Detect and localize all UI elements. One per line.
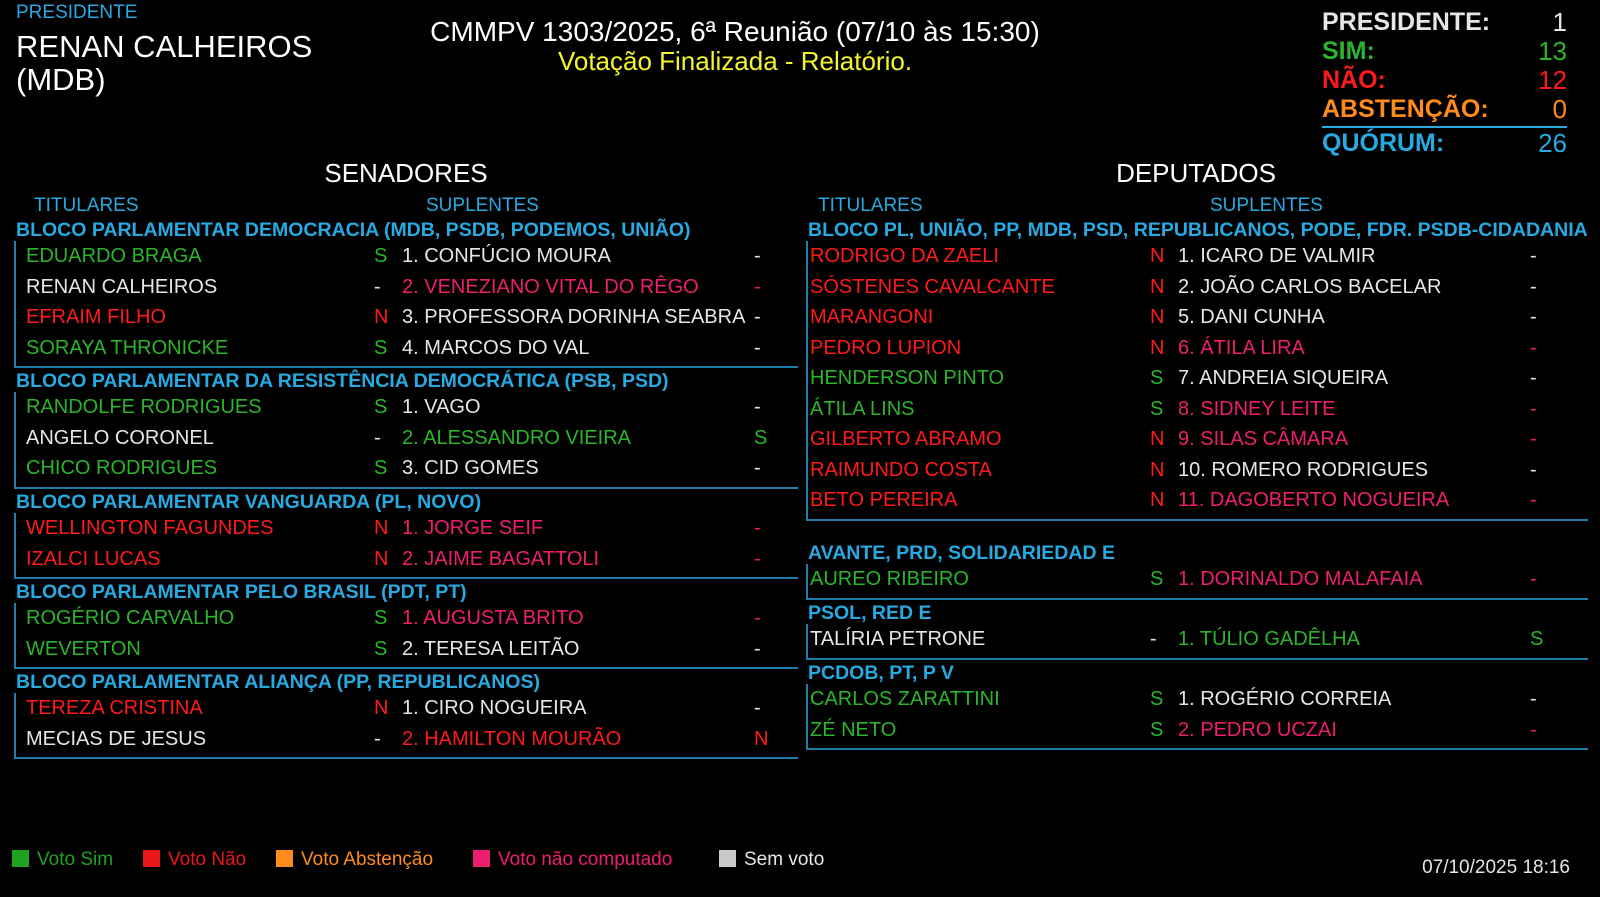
vote-row [16, 272, 798, 303]
titular-vote: S [374, 396, 388, 418]
vote-row [808, 684, 1588, 715]
suplente-name: 8. SIDNEY LEITE [1178, 397, 1336, 420]
bloc-title: BLOCO PL, UNIÃO, PP, MDB, PSD, REPUBLICANOS, PODE, FDR. PSDB-CIDADANIA [808, 219, 1588, 241]
titular-vote: S [1150, 367, 1164, 389]
suplente-name: 2. HAMILTON MOURÃO [402, 727, 622, 750]
vote-row [808, 302, 1588, 333]
titular-vote: - [374, 426, 381, 449]
titular-vote: N [1150, 245, 1165, 267]
titular-name: MARANGONI [810, 306, 934, 328]
vote-row [808, 241, 1588, 272]
suplente-name: 1. CIRO NOGUEIRA [402, 697, 587, 719]
legend-label: Voto não computado [498, 849, 673, 870]
tally-row [1322, 129, 1567, 158]
titular-name: RANDOLFE RODRIGUES [26, 396, 262, 418]
tally-label: ABSTENÇÃO: [1322, 95, 1489, 123]
titular-vote: N [1150, 428, 1165, 450]
titular-name: SORAYA THRONICKE [26, 336, 229, 359]
titular-name: ZÉ NETO [810, 718, 897, 741]
bloc-title: BLOCO PARLAMENTAR DA RESISTÊNCIA DEMOCRÁTICA (PSB, PSD) [16, 370, 669, 392]
tally-label: SIM: [1322, 37, 1375, 65]
titular-vote: S [374, 245, 388, 267]
bloc-members [14, 603, 798, 669]
titular-name: TALÍRIA PETRONE [810, 628, 986, 650]
vote-row [808, 394, 1588, 425]
bloc-title: PCDOB, PT, P V [808, 662, 954, 684]
tally-value: 12 [1538, 65, 1567, 95]
suplente-vote: - [754, 517, 761, 539]
senators-bloc [14, 492, 798, 579]
titular-vote: S [1150, 568, 1164, 590]
titular-name: ÁTILA LINS [810, 397, 915, 420]
suplente-vote: - [754, 607, 761, 629]
senators-titulares-header: TITULARES [34, 195, 139, 216]
suplente-vote: - [1530, 568, 1537, 590]
suplente-name: 1. ICARO DE VALMIR [1178, 245, 1376, 267]
titular-vote: N [1150, 306, 1165, 328]
titular-name: CHICO RODRIGUES [26, 457, 218, 479]
tally-value: 0 [1552, 94, 1567, 124]
bloc-members [14, 513, 798, 579]
title-block [370, 16, 1100, 75]
bloc-title: PSOL, RED E [808, 602, 932, 624]
bloc-members [14, 693, 798, 759]
vote-row [16, 724, 798, 755]
suplente-vote: - [1530, 718, 1537, 741]
suplente-vote: - [754, 547, 761, 570]
vote-tally [1322, 8, 1567, 158]
legend-swatch [12, 850, 29, 867]
titular-vote: N [1150, 275, 1165, 298]
titular-name: MECIAS DE JESUS [26, 727, 207, 750]
suplente-vote: - [1530, 489, 1537, 511]
vote-row [16, 392, 798, 423]
tally-label: PRESIDENTE: [1322, 8, 1491, 36]
tally-label: NÃO: [1322, 66, 1386, 94]
tally-value: 1 [1552, 7, 1567, 37]
deputies-bloc [806, 663, 1588, 750]
suplente-vote: - [1530, 367, 1537, 389]
tally-row [1322, 37, 1567, 66]
legend-swatch [143, 850, 160, 867]
vote-row [16, 453, 798, 484]
suplente-vote: - [1530, 336, 1537, 359]
legend-item [143, 849, 246, 871]
legend-item [719, 849, 824, 871]
suplente-name: 4. MARCOS DO VAL [402, 336, 590, 359]
senators-bloc [14, 220, 798, 368]
suplente-vote: S [754, 426, 768, 449]
legend-item [12, 849, 113, 871]
suplente-vote: - [1530, 245, 1537, 267]
suplente-name: 2. VENEZIANO VITAL DO RÊGO [402, 275, 699, 298]
suplente-name: 2. TERESA LEITÃO [402, 637, 580, 660]
suplente-name: 1. ROGÉRIO CORREIA [1178, 688, 1392, 710]
bloc-title: BLOCO PARLAMENTAR VANGUARDA (PL, NOVO) [16, 491, 482, 513]
titular-name: WELLINGTON FAGUNDES [26, 517, 274, 539]
titular-name: PEDRO LUPION [810, 336, 962, 359]
vote-row [808, 424, 1588, 455]
titular-vote: N [1150, 489, 1165, 511]
vote-row [808, 564, 1588, 595]
tally-value: 13 [1538, 36, 1567, 66]
bloc-members [806, 684, 1588, 750]
vote-row [16, 634, 798, 665]
bloc-title: BLOCO PARLAMENTAR ALIANÇA (PP, REPUBLICANOS) [16, 671, 540, 693]
legend-label: Sem voto [744, 849, 825, 870]
suplente-vote: - [754, 245, 761, 267]
deputies-bloc [806, 220, 1588, 521]
suplente-name: 6. ÁTILA LIRA [1178, 336, 1305, 359]
bloc-members [806, 564, 1588, 600]
suplente-vote: - [754, 396, 761, 418]
vote-row [808, 455, 1588, 486]
titular-vote: S [374, 457, 388, 479]
deputies-title: DEPUTADOS [1116, 158, 1276, 188]
suplente-name: 3. CID GOMES [402, 457, 539, 479]
voting-status: Votação Finalizada - Relatório. [557, 46, 913, 76]
senators-bloc [14, 371, 798, 489]
vote-row [16, 302, 798, 333]
titular-name: HENDERSON PINTO [810, 367, 1005, 389]
titular-name: TEREZA CRISTINA [26, 697, 203, 719]
suplente-vote: - [1530, 397, 1537, 420]
legend-item [473, 849, 672, 871]
bloc-title: BLOCO PARLAMENTAR DEMOCRACIA (MDB, PSDB, PODEMOS, UNIÃO) [16, 219, 691, 241]
titular-vote: N [1150, 458, 1165, 481]
suplente-name: 10. ROMERO RODRIGUES [1178, 458, 1429, 481]
titular-vote: N [374, 517, 389, 539]
suplente-vote: - [754, 457, 761, 479]
titular-name: EFRAIM FILHO [26, 306, 167, 328]
titular-vote: - [374, 275, 381, 298]
vote-row [808, 333, 1588, 364]
legend-swatch [276, 850, 293, 867]
tally-row [1322, 95, 1567, 124]
titular-name: RENAN CALHEIROS [26, 275, 218, 298]
meeting-title: CMMPV 1303/2025, 6ª Reunião (07/10 às 15:30) [430, 16, 1040, 47]
tally-label: QUÓRUM: [1322, 129, 1445, 157]
deputies-bloc [806, 543, 1588, 600]
suplente-vote: - [1530, 275, 1537, 298]
bloc-members [14, 392, 798, 489]
titular-vote: S [1150, 688, 1164, 710]
tally-row [1322, 8, 1567, 37]
titular-name: ANGELO CORONEL [26, 426, 214, 449]
titular-name: WEVERTON [26, 637, 141, 660]
senators-suplentes-header: SUPLENTES [426, 195, 539, 216]
vote-row [808, 363, 1588, 394]
senators-title: SENADORES [324, 158, 488, 188]
titular-name: AUREO RIBEIRO [810, 568, 969, 590]
suplente-name: 1. JORGE SEIF [402, 517, 544, 539]
titular-vote: N [1150, 336, 1165, 359]
titular-name: RAIMUNDO COSTA [810, 458, 992, 481]
legend-label: Voto Não [168, 849, 247, 870]
titular-vote: S [374, 607, 388, 629]
suplente-vote: - [1530, 428, 1537, 450]
vote-row [16, 544, 798, 575]
suplente-vote: N [754, 727, 769, 750]
bloc-members [14, 241, 798, 368]
suplente-vote: - [754, 306, 761, 328]
suplente-name: 2. ALESSANDRO VIEIRA [402, 426, 631, 449]
titular-vote: - [1150, 628, 1157, 650]
vote-row [16, 241, 798, 272]
bloc-members [806, 241, 1588, 521]
president-caption: PRESIDENTE [16, 2, 138, 23]
titular-name: CARLOS ZARATTINI [810, 688, 1000, 710]
titular-name: RODRIGO DA ZAELI [810, 245, 999, 267]
suplente-vote: - [754, 275, 761, 298]
tally-separator [1322, 126, 1567, 128]
vote-row [808, 485, 1588, 516]
suplente-vote: - [754, 336, 761, 359]
senators-bloc [14, 672, 798, 759]
vote-row [808, 624, 1588, 655]
titular-vote: N [374, 547, 389, 570]
suplente-name: 3. PROFESSORA DORINHA SEABRA [402, 306, 746, 328]
legend-label: Voto Sim [37, 849, 114, 870]
vote-row [16, 603, 798, 634]
timestamp: 07/10/2025 18:16 [1422, 857, 1570, 878]
president-party: (MDB) [16, 62, 106, 97]
legend-item [276, 849, 433, 871]
senators-bloc [14, 582, 798, 669]
titular-name: SÓSTENES CAVALCANTE [810, 275, 1055, 298]
suplente-name: 7. ANDREIA SIQUEIRA [1178, 367, 1389, 389]
titular-vote: S [374, 336, 388, 359]
president-info [16, 30, 312, 96]
suplente-name: 1. TÚLIO GADÊLHA [1178, 628, 1360, 650]
suplente-vote: - [1530, 306, 1537, 328]
vote-row [808, 715, 1588, 746]
vote-row [16, 333, 798, 364]
titular-vote: - [374, 727, 381, 750]
deputies-bloc [806, 603, 1588, 660]
suplente-name: 2. JAIME BAGATTOLI [402, 547, 600, 570]
suplente-vote: S [1530, 628, 1544, 650]
titular-vote: N [374, 697, 389, 719]
president-name: RENAN CALHEIROS [16, 29, 313, 64]
deputies-titulares-header: TITULARES [818, 195, 923, 216]
vote-row [16, 423, 798, 454]
vote-row [808, 272, 1588, 303]
suplente-name: 1. VAGO [402, 396, 481, 418]
suplente-vote: - [1530, 688, 1537, 710]
suplente-name: 1. AUGUSTA BRITO [402, 607, 584, 629]
vote-row [16, 513, 798, 544]
titular-name: BETO PEREIRA [810, 489, 958, 511]
titular-vote: N [374, 306, 389, 328]
bloc-title: AVANTE, PRD, SOLIDARIEDAD E [808, 542, 1115, 564]
titular-vote: S [1150, 397, 1164, 420]
suplente-vote: - [754, 637, 761, 660]
bloc-members [806, 624, 1588, 660]
deputies-suplentes-header: SUPLENTES [1210, 195, 1323, 216]
tally-row [1322, 66, 1567, 95]
legend-swatch [719, 850, 736, 867]
suplente-name: 2. JOÃO CARLOS BACELAR [1178, 275, 1442, 298]
suplente-name: 1. CONFÚCIO MOURA [402, 245, 611, 267]
tally-value: 26 [1538, 128, 1567, 158]
suplente-vote: - [754, 697, 761, 719]
legend-label: Voto Abstenção [301, 849, 434, 870]
suplente-vote: - [1530, 458, 1537, 481]
bloc-title: BLOCO PARLAMENTAR PELO BRASIL (PDT, PT) [16, 581, 467, 603]
titular-name: EDUARDO BRAGA [26, 245, 202, 267]
suplente-name: 2. PEDRO UCZAI [1178, 718, 1337, 741]
titular-vote: S [374, 637, 388, 660]
vote-row [16, 693, 798, 724]
suplente-name: 9. SILAS CÂMARA [1178, 428, 1349, 450]
suplente-name: 11. DAGOBERTO NOGUEIRA [1178, 489, 1450, 511]
titular-vote: S [1150, 718, 1164, 741]
suplente-name: 1. DORINALDO MALAFAIA [1178, 568, 1423, 590]
titular-name: IZALCI LUCAS [26, 547, 161, 570]
titular-name: GILBERTO ABRAMO [810, 428, 1002, 450]
titular-name: ROGÉRIO CARVALHO [26, 607, 235, 629]
legend-swatch [473, 850, 490, 867]
suplente-name: 5. DANI CUNHA [1178, 306, 1325, 328]
